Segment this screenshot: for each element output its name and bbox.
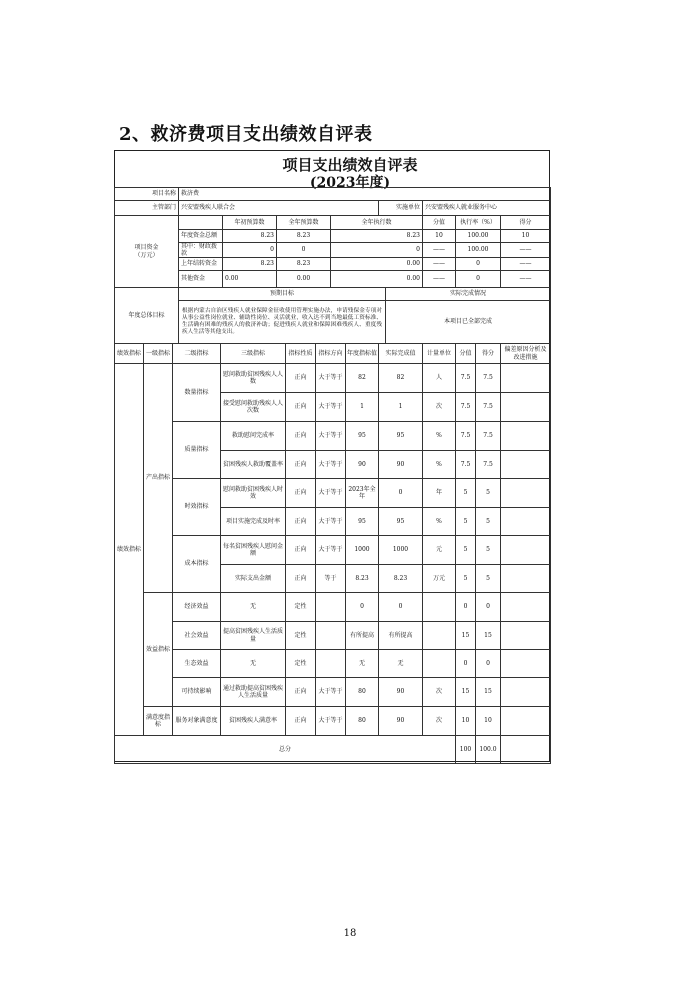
indicator-name: 通过救助提高贫困残疾人生活质量 (220, 677, 286, 707)
indicator-name: 无 (220, 649, 286, 678)
indicator-score: 5 (455, 564, 476, 593)
indicator-target: 8.23 (345, 564, 379, 593)
total-score: 100 (455, 735, 476, 764)
funds-value: —— (422, 242, 456, 258)
dept-value: 兴安盟残疾人联合会 (178, 200, 379, 216)
indicator-actual: 0 (378, 478, 423, 508)
impl-unit-value: 兴安盟残疾人就业服务中心 (422, 200, 551, 216)
indicator-header: 计量单位 (422, 343, 456, 364)
indicator-unit: 次 (422, 677, 456, 707)
indicator-nature: 正向 (285, 450, 316, 479)
funds-value: 0.00 (330, 270, 423, 288)
funds-header: 执行率（%） (455, 215, 501, 230)
indicator-actual: 82 (378, 363, 423, 393)
indicator-dir: 大于等于 (315, 450, 346, 479)
funds-row-label: 上年结转资金 (178, 257, 223, 271)
indicator-note (500, 706, 551, 736)
indicator-got: 5 (475, 535, 501, 565)
perf-label: 绩效指标 (114, 363, 144, 736)
funds-row-label: 其中：财政拨款 (178, 242, 223, 258)
indicator-nature: 正向 (285, 421, 316, 451)
label-project-name: 项目名称 (114, 187, 179, 201)
indicator-note (500, 392, 551, 422)
funds-value: 8.23 (222, 229, 277, 243)
indicator-got: 7.5 (475, 363, 501, 393)
funds-header: 得分 (500, 215, 551, 230)
funds-value: 0 (455, 270, 501, 288)
indicator-score: 5 (455, 478, 476, 508)
funds-value: 0 (455, 257, 501, 271)
level2-service: 服务对象满意度 (172, 706, 221, 736)
indicator-target: 2023年全年 (345, 478, 379, 508)
indicator-note (500, 363, 551, 393)
indicator-score: 5 (455, 535, 476, 565)
indicator-header: 年度指标值 (345, 343, 379, 364)
level1-output: 产出指标 (143, 363, 173, 593)
indicator-target: 1 (345, 392, 379, 422)
level2-quality: 质量指标 (172, 421, 221, 479)
goal-actual-text: 本项目已全部完成 (385, 300, 551, 344)
indicator-header: 得分 (475, 343, 501, 364)
indicator-actual: 1000 (378, 535, 423, 565)
funds-value: 0 (276, 242, 331, 258)
indicator-got: 10 (475, 706, 501, 736)
indicator-got: 15 (475, 677, 501, 707)
indicator-unit: 万元 (422, 564, 456, 593)
funds-value: —— (500, 257, 551, 271)
indicator-dir: 大于等于 (315, 535, 346, 565)
total-note (500, 735, 551, 764)
project-name-value: 救济费 (178, 187, 551, 201)
indicator-dir: 大于等于 (315, 706, 346, 736)
total-label: 总分 (114, 735, 456, 764)
indicator-got: 7.5 (475, 392, 501, 422)
indicator-dir: 大于等于 (315, 392, 346, 422)
indicator-header: 三级指标 (220, 343, 286, 364)
indicator-dir (315, 621, 346, 650)
indicator-note (500, 421, 551, 451)
indicator-name: 慰问救助贫困残疾人时效 (220, 478, 286, 508)
funds-value: 0.00 (330, 257, 423, 271)
indicator-dir: 大于等于 (315, 478, 346, 508)
indicator-unit: % (422, 421, 456, 451)
funds-value: 8.23 (276, 257, 331, 271)
level2-economic: 经济效益 (172, 592, 221, 622)
indicator-dir: 大于等于 (315, 677, 346, 707)
funds-header: 年初预算数 (222, 215, 277, 230)
funds-value: 8.23 (276, 229, 331, 243)
indicator-header: 指标方向 (315, 343, 346, 364)
page-number: 18 (343, 928, 357, 939)
funds-header: 全年执行数 (330, 215, 423, 230)
form-year: (2023年度) (309, 175, 391, 191)
indicator-name: 每名贫困残疾人慰问金额 (220, 535, 286, 565)
section-title: 2、救济费项目支出绩效自评表 (119, 124, 373, 145)
indicator-actual: 1 (378, 392, 423, 422)
level2-social: 社会效益 (172, 621, 221, 650)
indicator-note (500, 649, 551, 678)
indicator-score: 0 (455, 649, 476, 678)
level1-satisfaction: 满意度指标 (143, 706, 173, 736)
level2-cost: 成本指标 (172, 535, 221, 593)
indicator-name: 贫困残疾人满意率 (220, 706, 286, 736)
indicator-score: 15 (455, 677, 476, 707)
indicator-got: 0 (475, 649, 501, 678)
indicator-actual: 95 (378, 421, 423, 451)
indicator-actual: 无 (378, 649, 423, 678)
level2-timeliness: 时效指标 (172, 478, 221, 536)
goal-actual-header: 实际完成情况 (385, 287, 551, 301)
indicator-got: 15 (475, 621, 501, 650)
indicator-nature: 定性 (285, 592, 316, 622)
label-impl-unit: 实施单位 (378, 200, 423, 216)
indicator-actual: 95 (378, 507, 423, 536)
indicator-dir (315, 649, 346, 678)
indicator-actual: 有所提高 (378, 621, 423, 650)
total-got: 100.0 (475, 735, 501, 764)
indicator-nature: 正向 (285, 392, 316, 422)
goal-label: 年度总体目标 (114, 287, 179, 344)
indicator-score: 5 (455, 507, 476, 536)
indicator-name: 提高贫困残疾人生活质量 (220, 621, 286, 650)
indicator-dir: 大于等于 (315, 363, 346, 393)
indicator-name: 救助慰问完成率 (220, 421, 286, 451)
indicator-score: 0 (455, 592, 476, 622)
funds-value: 100.00 (455, 229, 501, 243)
indicator-unit: % (422, 450, 456, 479)
indicator-target: 80 (345, 706, 379, 736)
indicator-nature: 正向 (285, 507, 316, 536)
indicator-actual: 90 (378, 706, 423, 736)
indicator-dir: 大于等于 (315, 421, 346, 451)
funds-value: 0.00 (276, 270, 331, 288)
funds-value: —— (422, 257, 456, 271)
indicator-actual: 8.23 (378, 564, 423, 593)
funds-value: 0.00 (222, 270, 277, 288)
indicator-unit (422, 621, 456, 650)
indicator-nature: 正向 (285, 535, 316, 565)
funds-value: 100.00 (455, 242, 501, 258)
indicator-name: 实际支出金额 (220, 564, 286, 593)
funds-header: 分值 (422, 215, 456, 230)
indicator-note (500, 478, 551, 508)
level1-benefit: 效益指标 (143, 592, 173, 707)
indicator-unit (422, 649, 456, 678)
level2-quantity: 数量指标 (172, 363, 221, 422)
indicator-header: 一级指标 (143, 343, 173, 364)
indicator-note (500, 677, 551, 707)
funds-row-label: 其他资金 (178, 270, 223, 288)
goal-expected-text: 根据内蒙古自治区残疾人就业保障金征收使用管理实施办法，申请残保金专项对从事公益性岗位就业、辅助性岗位、灵活就业，收入达不到当地最低工资标准、生活确有困难的残疾人的救济补助；促进残疾人就业和保障困难残疾人、重度残疾人生活等其他支出。 (178, 300, 386, 344)
indicator-note (500, 450, 551, 479)
indicator-score: 7.5 (455, 450, 476, 479)
funds-value: —— (422, 270, 456, 288)
indicator-nature: 正向 (285, 564, 316, 593)
indicator-name: 慰问救助贫困残疾人人数 (220, 363, 286, 393)
indicator-target: 95 (345, 507, 379, 536)
indicator-unit: 年 (422, 478, 456, 508)
funds-header-blank (178, 215, 223, 230)
indicator-note (500, 621, 551, 650)
funds-value: 10 (422, 229, 456, 243)
funds-value: 10 (500, 229, 551, 243)
indicator-unit (422, 592, 456, 622)
indicator-nature: 正向 (285, 677, 316, 707)
label-dept: 主管部门 (114, 200, 179, 216)
indicator-target: 0 (345, 592, 379, 622)
indicator-note (500, 592, 551, 622)
goal-expected-header: 预期目标 (178, 287, 386, 301)
funds-row-label: 年度资金总额 (178, 229, 223, 243)
indicator-name: 贫困残疾人救助覆盖率 (220, 450, 286, 479)
indicator-header: 偏差原因分析及改进措施 (500, 343, 551, 364)
level2-sustainable: 可持续影响 (172, 677, 221, 707)
funds-value: 8.23 (330, 229, 423, 243)
indicator-target: 80 (345, 677, 379, 707)
indicator-nature: 定性 (285, 621, 316, 650)
indicator-name: 项目实施完成及时率 (220, 507, 286, 536)
indicator-actual: 90 (378, 450, 423, 479)
indicator-nature: 定性 (285, 649, 316, 678)
indicator-header: 实际完成值 (378, 343, 423, 364)
funds-label: 项目资金 （万元） (114, 215, 179, 288)
indicator-got: 0 (475, 592, 501, 622)
indicator-got: 7.5 (475, 421, 501, 451)
indicator-score: 7.5 (455, 392, 476, 422)
funds-value: 0 (222, 242, 277, 258)
indicator-actual: 90 (378, 677, 423, 707)
indicator-got: 5 (475, 507, 501, 536)
form-title: 项目支出绩效自评表 (282, 156, 418, 174)
indicator-header: 指标性质 (285, 343, 316, 364)
indicator-score: 15 (455, 621, 476, 650)
indicator-header: 绩效指标 (114, 343, 144, 364)
indicator-actual: 0 (378, 592, 423, 622)
indicator-note (500, 535, 551, 565)
indicator-dir: 大于等于 (315, 507, 346, 536)
indicator-header: 二级指标 (172, 343, 221, 364)
funds-header: 全年预算数 (276, 215, 331, 230)
indicator-unit: 次 (422, 706, 456, 736)
indicator-note (500, 564, 551, 593)
indicator-score: 7.5 (455, 421, 476, 451)
indicator-target: 82 (345, 363, 379, 393)
indicator-unit: % (422, 507, 456, 536)
indicator-target: 90 (345, 450, 379, 479)
indicator-header: 分值 (455, 343, 476, 364)
indicator-got: 7.5 (475, 450, 501, 479)
indicator-name: 接受慰问救助残疾人人次数 (220, 392, 286, 422)
indicator-score: 7.5 (455, 363, 476, 393)
indicator-target: 无 (345, 649, 379, 678)
indicator-target: 1000 (345, 535, 379, 565)
indicator-target: 有所提高 (345, 621, 379, 650)
indicator-nature: 正向 (285, 706, 316, 736)
indicator-unit: 元 (422, 535, 456, 565)
indicator-nature: 正向 (285, 363, 316, 393)
funds-value: 0 (330, 242, 423, 258)
indicator-target: 95 (345, 421, 379, 451)
funds-value: —— (500, 270, 551, 288)
indicator-name: 无 (220, 592, 286, 622)
indicator-nature: 正向 (285, 478, 316, 508)
indicator-got: 5 (475, 478, 501, 508)
indicator-dir: 等于 (315, 564, 346, 593)
indicator-unit: 次 (422, 392, 456, 422)
funds-value: —— (500, 242, 551, 258)
indicator-score: 10 (455, 706, 476, 736)
indicator-unit: 人 (422, 363, 456, 393)
indicator-note (500, 507, 551, 536)
level2-ecological: 生态效益 (172, 649, 221, 678)
indicator-got: 5 (475, 564, 501, 593)
indicator-dir (315, 592, 346, 622)
funds-value: 8.23 (222, 257, 277, 271)
